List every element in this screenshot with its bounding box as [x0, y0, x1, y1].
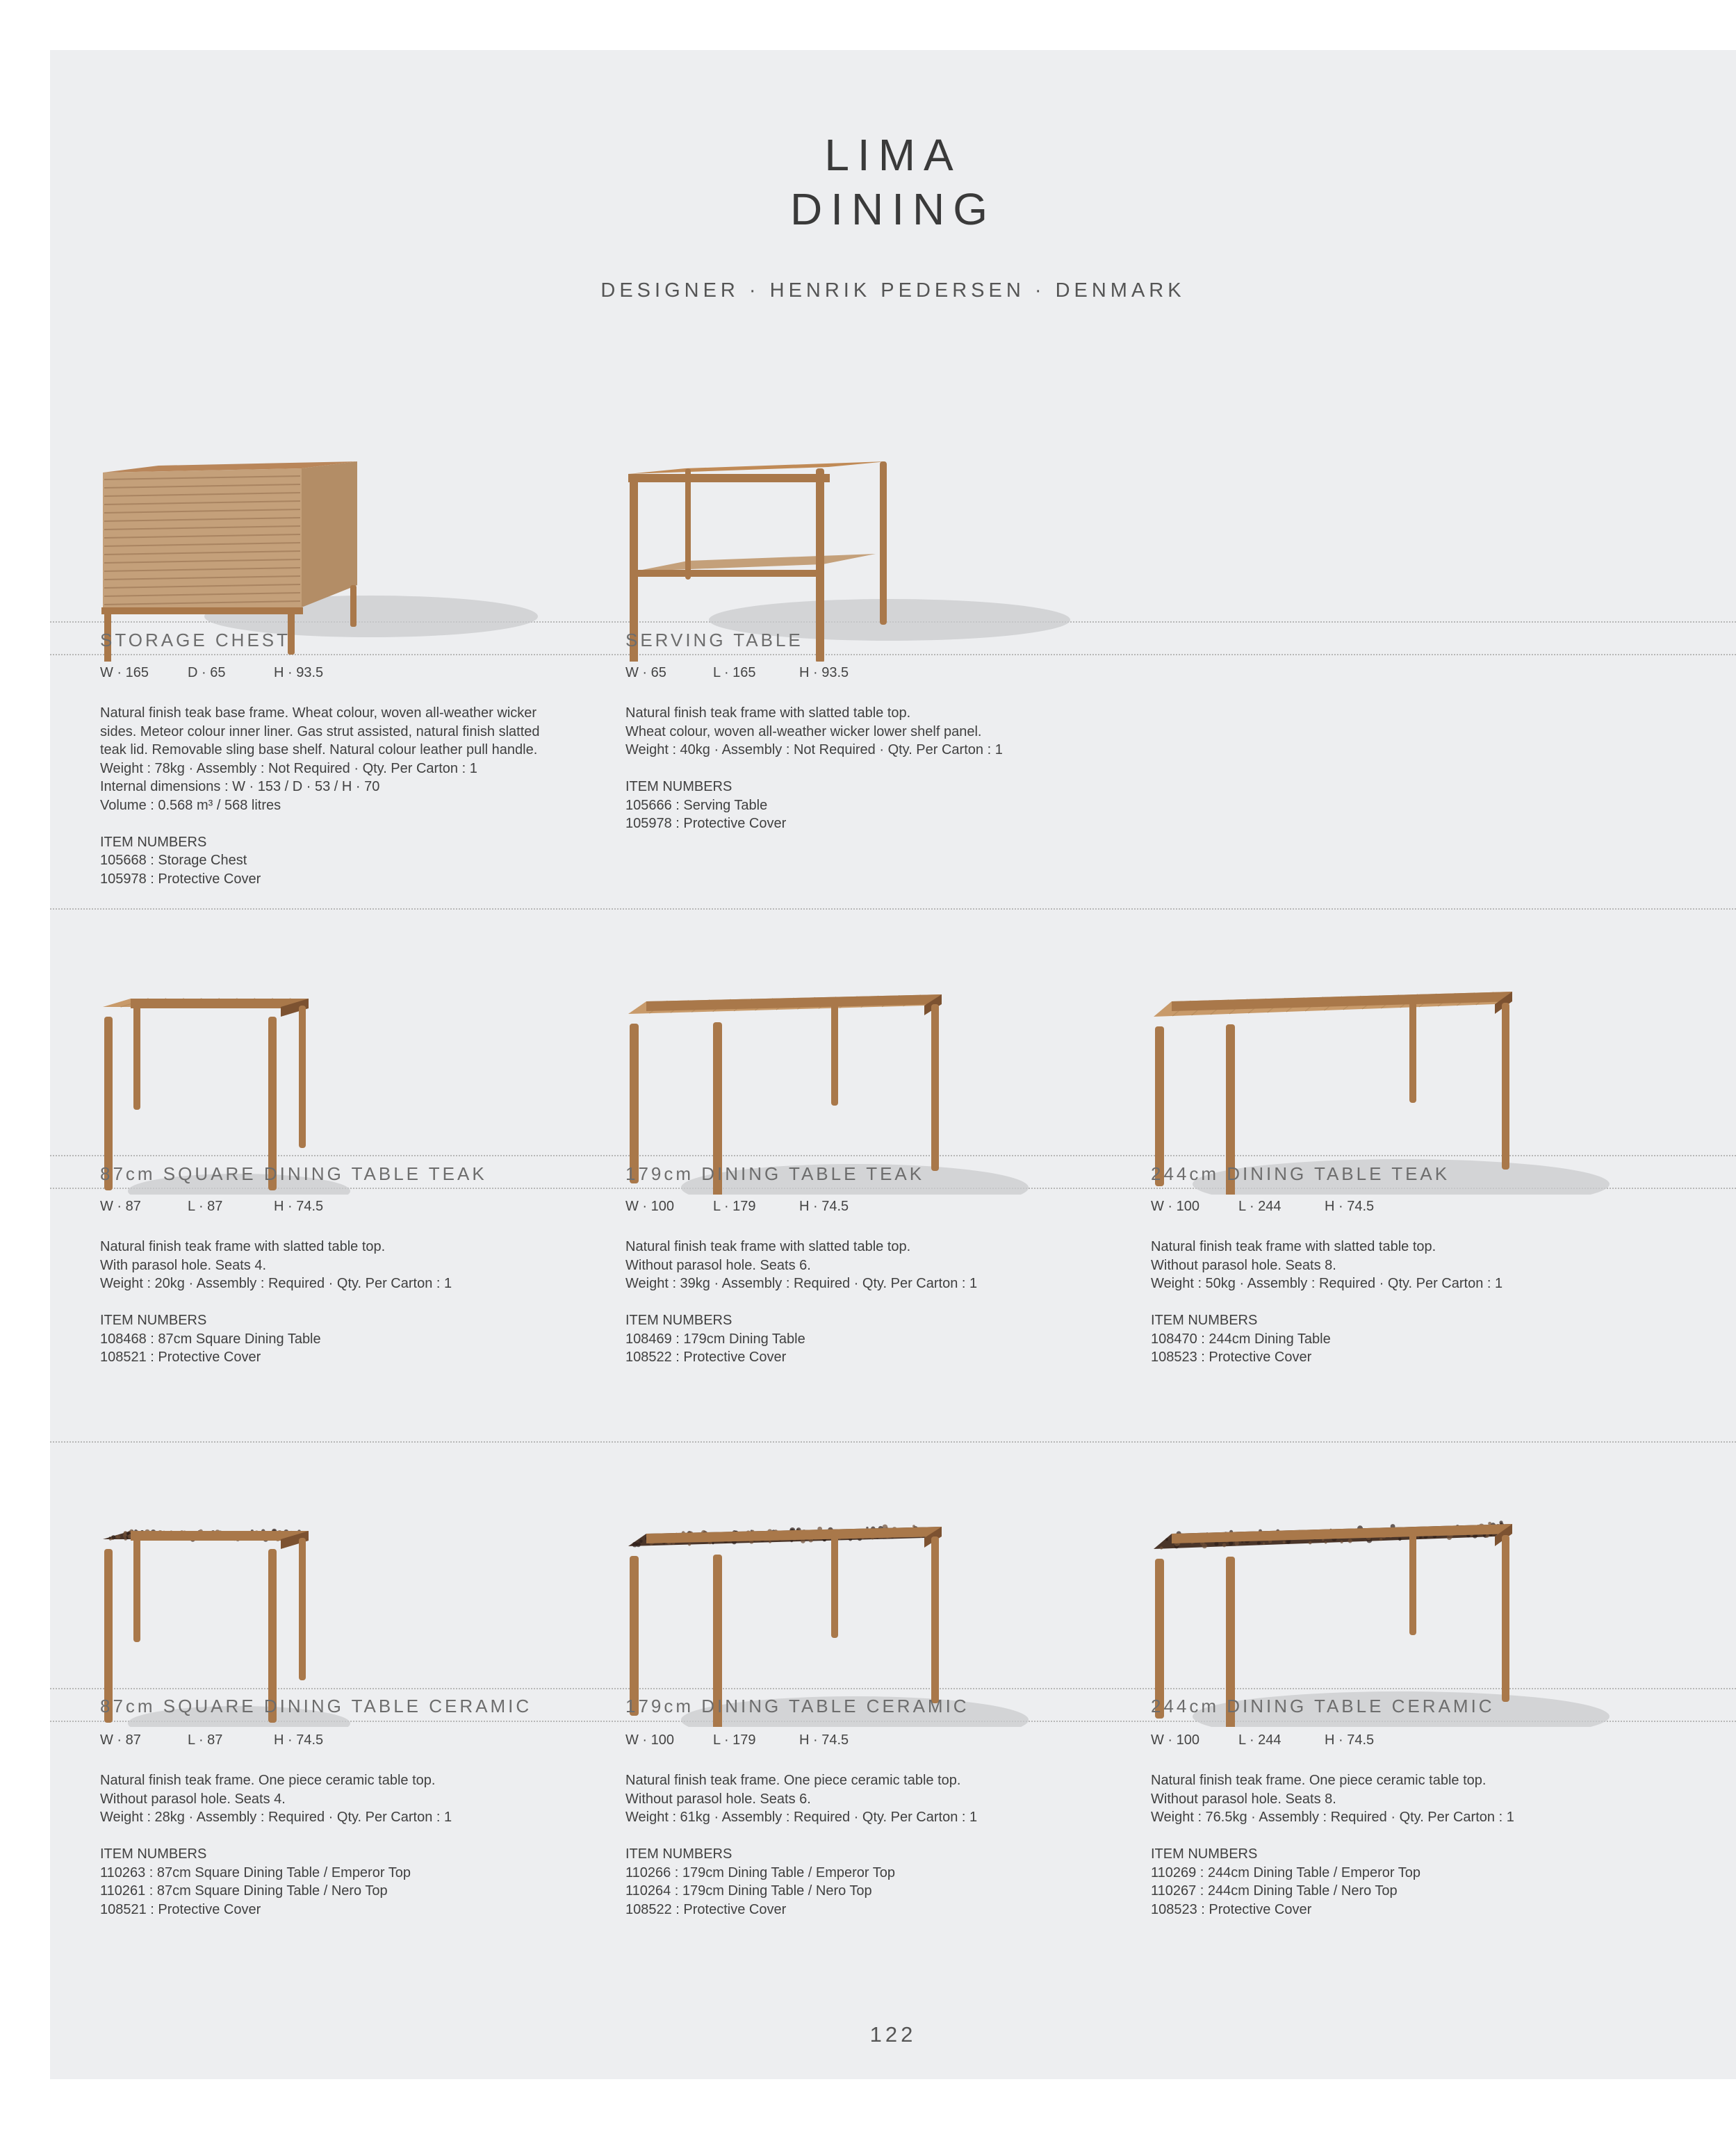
table-244-teak-image [1151, 958, 1651, 1181]
ceramic-speck [1165, 1538, 1168, 1541]
table-leg [1409, 1531, 1416, 1635]
table-leg [931, 1536, 939, 1703]
description-line: Weight : 39kg · Assembly : Required · Qty. Per Carton : 1 [625, 1276, 978, 1291]
item-number: 110261 : 87cm Square Dining Table / Nero Top [100, 1883, 388, 1899]
ceramic-speck [1309, 1541, 1312, 1545]
description-line: Natural finish teak frame with slatted table top. [625, 705, 911, 721]
page-number: 122 [869, 2022, 917, 2047]
table-leg [1409, 999, 1416, 1103]
table-leg [299, 1538, 306, 1680]
dimension-value: H · 74.5 [274, 1199, 324, 1214]
product-name: STORAGE CHEST [100, 630, 291, 650]
dimension-value: H · 74.5 [1325, 1199, 1375, 1214]
description-line: Weight : 78kg · Assembly : Not Required · Qty. Per Carton : 1 [100, 760, 477, 776]
description-line: With parasol hole. Seats 4. [100, 1257, 267, 1273]
ceramic-speck [712, 1542, 714, 1544]
item-number: 108521 : Protective Cover [100, 1901, 261, 1917]
item-number: 108522 : Protective Cover [625, 1350, 787, 1365]
item-numbers [625, 1311, 1126, 1367]
item-number: 108468 : 87cm Square Dining Table [100, 1331, 321, 1347]
ceramic-speck [1214, 1542, 1218, 1546]
item-numbers [100, 1311, 600, 1367]
title-line-2: DINING [790, 184, 996, 234]
table-leg [133, 1006, 140, 1110]
dimension-value: W · 100 [625, 1732, 675, 1748]
description-line: Weight : 76.5kg · Assembly : Required · Qty. Per Carton : 1 [1151, 1810, 1514, 1825]
product-name: 179cm DINING TABLE CERAMIC [625, 1696, 969, 1716]
description-line: Weight : 20kg · Assembly : Required · Qty. Per Carton : 1 [100, 1276, 452, 1291]
ceramic-speck [1202, 1543, 1207, 1548]
chest-front [103, 468, 302, 612]
item-numbers-heading: ITEM NUMBERS [100, 1846, 207, 1862]
dimension-value: L · 179 [713, 1199, 756, 1214]
ceramic-speck [1257, 1541, 1261, 1545]
description-line: Volume : 0.568 m³ / 568 litres [100, 797, 281, 813]
dimension-value: W · 100 [625, 1199, 675, 1214]
table-leg [133, 1538, 140, 1642]
item-numbers [1151, 1845, 1651, 1919]
product-description [100, 1238, 600, 1293]
dimension-value: W · 165 [100, 665, 149, 680]
description-line: Without parasol hole. Seats 6. [625, 1257, 811, 1273]
ceramic-speck [1379, 1538, 1383, 1541]
product-description [625, 704, 1126, 760]
item-number: 110263 : 87cm Square Dining Table / Emperor Top [100, 1864, 411, 1880]
dimension-value: W · 87 [100, 1732, 141, 1748]
ceramic-speck [117, 1535, 121, 1539]
ceramic-speck [1263, 1542, 1265, 1544]
item-numbers [100, 833, 600, 889]
item-number: 110267 : 244cm Dining Table / Nero Top [1151, 1883, 1398, 1899]
table-leg [685, 468, 691, 580]
ceramic-speck [109, 1536, 111, 1539]
table-179-ceramic-image [625, 1491, 1126, 1713]
item-numbers-heading: ITEM NUMBERS [100, 834, 207, 850]
item-numbers-heading: ITEM NUMBERS [625, 1846, 732, 1862]
dimension-value: L · 179 [713, 1732, 756, 1748]
serving-table-image [625, 425, 1126, 648]
chest-base [101, 607, 303, 614]
item-number: 105978 : Protective Cover [625, 816, 787, 831]
lower-shelf [635, 554, 876, 571]
ceramic-speck [1485, 1534, 1489, 1538]
description-line: Weight : 50kg · Assembly : Required · Qty. Per Carton : 1 [1151, 1276, 1503, 1291]
description-line: Weight : 28kg · Assembly : Required · Qty. Per Carton : 1 [100, 1810, 452, 1825]
description-line: Without parasol hole. Seats 6. [625, 1791, 811, 1807]
dimension-value: L · 87 [188, 1199, 223, 1214]
table-leg [1155, 1026, 1164, 1186]
item-number: 110264 : 179cm Dining Table / Nero Top [625, 1883, 872, 1899]
item-number: 108523 : Protective Cover [1151, 1901, 1312, 1917]
item-number: 105666 : Serving Table [625, 797, 768, 813]
product-name: 87cm SQUARE DINING TABLE CERAMIC [100, 1696, 532, 1716]
chest-leg [350, 585, 357, 627]
item-number: 105668 : Storage Chest [100, 853, 247, 868]
ceramic-speck [124, 1538, 127, 1541]
table-leg [880, 461, 887, 625]
table-leg [630, 1024, 639, 1183]
dimension-value: H · 74.5 [799, 1199, 849, 1214]
item-number: 108469 : 179cm Dining Table [625, 1331, 805, 1347]
description-line: Natural finish teak frame. One piece ceramic table top. [1151, 1773, 1487, 1788]
table-leg [299, 1006, 306, 1148]
table-leg [1502, 1535, 1509, 1702]
product-description [1151, 1238, 1651, 1293]
ceramic-speck [111, 1535, 115, 1539]
table-edge [628, 474, 830, 482]
ceramic-speck [639, 1539, 643, 1543]
item-number: 110269 : 244cm Dining Table / Emperor Top [1151, 1864, 1421, 1880]
ceramic-speck [1222, 1543, 1227, 1548]
ceramic-speck [126, 1532, 130, 1536]
item-numbers-heading: ITEM NUMBERS [625, 1313, 732, 1328]
dimension-value: H · 74.5 [1325, 1732, 1375, 1748]
item-numbers [625, 778, 1126, 833]
description-line: Without parasol hole. Seats 8. [1151, 1791, 1336, 1807]
ceramic-speck [636, 1542, 641, 1547]
table-leg [931, 1004, 939, 1171]
item-number: 108523 : Protective Cover [1151, 1350, 1312, 1365]
description-line: Weight : 61kg · Assembly : Required · Qty. Per Carton : 1 [625, 1810, 978, 1825]
dimension-value: L · 165 [713, 665, 756, 680]
dimension-value: H · 93.5 [799, 665, 849, 680]
table-leg [1502, 1003, 1509, 1170]
description-line: Natural finish teak frame with slatted table top. [1151, 1239, 1436, 1254]
description-line: sides. Meteor colour inner liner. Gas strut assisted, natural finish slatted [100, 723, 540, 739]
dimension-value: L · 244 [1238, 1732, 1281, 1748]
description-line: Natural finish teak frame. One piece ceramic table top. [625, 1773, 961, 1788]
product-name: 244cm DINING TABLE TEAK [1151, 1163, 1450, 1184]
item-number: 108521 : Protective Cover [100, 1350, 261, 1365]
item-number: 110266 : 179cm Dining Table / Emperor Top [625, 1864, 896, 1880]
dimension-value: H · 74.5 [274, 1732, 324, 1748]
ceramic-speck [1234, 1541, 1238, 1546]
table-leg [831, 1534, 838, 1638]
ceramic-speck [769, 1541, 771, 1543]
table-179-teak-image [625, 958, 1126, 1181]
item-numbers-heading: ITEM NUMBERS [1151, 1846, 1258, 1862]
square-table-teak-image [100, 958, 600, 1181]
table-244-ceramic-image [1151, 1491, 1651, 1713]
product-name: 87cm SQUARE DINING TABLE TEAK [100, 1163, 487, 1184]
item-number: 108470 : 244cm Dining Table [1151, 1331, 1331, 1347]
table-leg [831, 1001, 838, 1106]
ceramic-speck [1325, 1541, 1327, 1544]
table-leg [816, 468, 824, 662]
item-numbers-heading: ITEM NUMBERS [1151, 1313, 1258, 1328]
dimension-value: L · 244 [1238, 1199, 1281, 1214]
chest-side [302, 461, 357, 607]
description-line: Natural finish teak frame with slatted table top. [625, 1239, 911, 1254]
designer-subtitle: DESIGNER · HENRIK PEDERSEN · DENMARK [600, 279, 1186, 302]
product-description [625, 1238, 1126, 1293]
item-numbers-heading: ITEM NUMBERS [625, 779, 732, 794]
table-leg [630, 1556, 639, 1716]
item-number: 108522 : Protective Cover [625, 1901, 787, 1917]
ceramic-speck [1160, 1546, 1163, 1549]
dimension-value: W · 65 [625, 665, 666, 680]
product-name: 244cm DINING TABLE CERAMIC [1151, 1696, 1495, 1716]
description-line: Natural finish teak frame with slatted table top. [100, 1239, 386, 1254]
page-title [50, 128, 1736, 236]
square-table-ceramic-image [100, 1491, 600, 1713]
product-description [625, 1771, 1126, 1827]
description-line: Natural finish teak base frame. Wheat colour, woven all-weather wicker [100, 705, 537, 721]
storage-chest-image [100, 425, 600, 648]
ceramic-speck [1283, 1541, 1286, 1543]
shelf-rail [635, 570, 824, 577]
table-leg [1155, 1559, 1164, 1719]
catalog-page [50, 50, 1736, 2079]
table-top [628, 461, 887, 474]
ceramic-speck [1341, 1541, 1343, 1543]
dimension-value: H · 93.5 [274, 665, 324, 680]
description-line: Without parasol hole. Seats 4. [100, 1791, 286, 1807]
dimension-value: H · 74.5 [799, 1732, 849, 1748]
ceramic-speck [1348, 1539, 1352, 1543]
description-line: Natural finish teak frame. One piece ceramic table top. [100, 1773, 436, 1788]
product-name: SERVING TABLE [625, 630, 803, 650]
product-description [100, 1771, 600, 1827]
product-name: 179cm DINING TABLE TEAK [625, 1163, 925, 1184]
dotted-divider [50, 908, 1736, 910]
dimension-value: W · 100 [1151, 1732, 1200, 1748]
dotted-divider [50, 1441, 1736, 1443]
description-line: Wheat colour, woven all-weather wicker lower shelf panel. [625, 723, 982, 739]
item-numbers [100, 1845, 600, 1919]
title-line-1: LIMA [824, 130, 962, 180]
ceramic-speck [1398, 1538, 1402, 1541]
description-line: Internal dimensions : W · 153 / D · 53 / H · 70 [100, 779, 380, 794]
item-numbers [1151, 1311, 1651, 1367]
dimension-value: W · 100 [1151, 1199, 1200, 1214]
product-description [1151, 1771, 1651, 1827]
product-description [100, 704, 600, 814]
description-line: Without parasol hole. Seats 8. [1151, 1257, 1336, 1273]
item-numbers-heading: ITEM NUMBERS [100, 1313, 207, 1328]
dimension-value: L · 87 [188, 1732, 223, 1748]
ceramic-speck [688, 1543, 691, 1546]
item-number: 105978 : Protective Cover [100, 871, 261, 887]
description-line: Weight : 40kg · Assembly : Not Required · Qty. Per Carton : 1 [625, 742, 1003, 757]
description-line: teak lid. Removable sling base shelf. Natural colour leather pull handle. [100, 742, 538, 757]
item-numbers [625, 1845, 1126, 1919]
dimension-value: D · 65 [188, 665, 226, 680]
dimension-value: W · 87 [100, 1199, 141, 1214]
